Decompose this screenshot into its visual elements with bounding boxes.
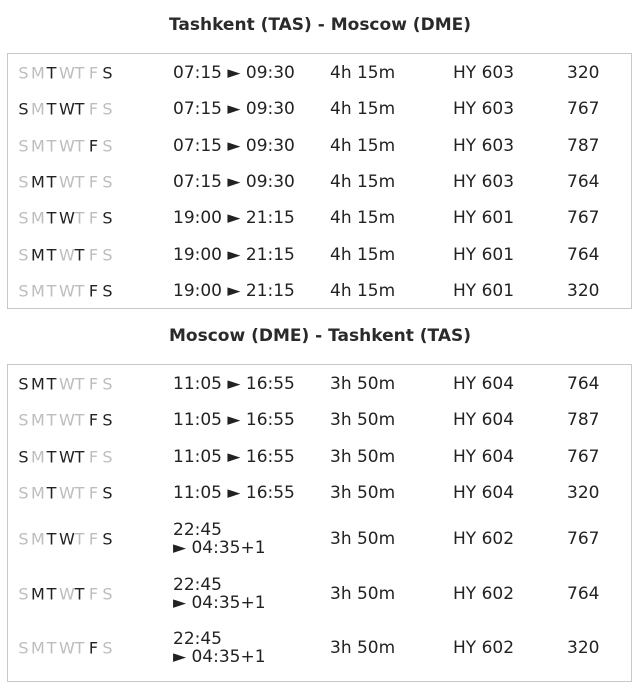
day-active: F (88, 136, 100, 156)
day-inactive: S (18, 410, 30, 430)
day-active: T (74, 245, 86, 265)
aircraft-type: 767 (567, 208, 600, 228)
day-inactive: S (102, 99, 114, 119)
departure-arrival-time: 07:15 ► 09:30 (173, 136, 295, 156)
day-inactive: S (102, 374, 114, 394)
flight-duration: 4h 15m (330, 63, 396, 83)
flight-number: HY 602 (453, 638, 515, 658)
arrival-time: ► 04:35+1 (173, 593, 266, 613)
day-inactive: T (74, 172, 86, 192)
operating-days (17, 282, 115, 301)
flight-number: HY 603 (453, 172, 515, 192)
day-active: T (46, 483, 58, 503)
day-inactive: S (18, 136, 30, 156)
day-inactive: T (74, 63, 86, 83)
flight-number: HY 604 (453, 374, 515, 394)
day-active: T (74, 584, 86, 604)
table-row (8, 569, 631, 619)
operating-days (17, 173, 115, 192)
flight-number: HY 604 (453, 410, 515, 430)
departure-arrival-time: 19:00 ► 21:15 (173, 245, 295, 265)
departure-arrival-time: 11:05 ► 16:55 (173, 447, 295, 467)
operating-days (17, 448, 115, 467)
day-active: S (102, 63, 114, 83)
departure-time: 22:45 (173, 575, 222, 595)
day-inactive: F (88, 99, 100, 119)
flight-duration: 4h 15m (330, 208, 396, 228)
departure-time: 22:45 (173, 629, 222, 649)
day-inactive: T (74, 410, 86, 430)
schedule-table-outbound (7, 53, 632, 309)
flight-duration: 3h 50m (330, 584, 396, 604)
day-inactive: F (88, 172, 100, 192)
aircraft-type: 787 (567, 136, 600, 156)
day-inactive: F (88, 529, 100, 549)
day-inactive: M (31, 208, 46, 228)
flight-number: HY 602 (453, 529, 515, 549)
day-inactive: T (46, 638, 58, 658)
day-active: T (46, 447, 58, 467)
day-inactive: M (31, 410, 46, 430)
aircraft-type: 764 (567, 374, 600, 394)
departure-arrival-time: 11:05 ► 16:55 (173, 483, 295, 503)
table-row (8, 468, 631, 518)
flight-number: HY 602 (453, 584, 515, 604)
day-inactive: T (74, 208, 86, 228)
operating-days (17, 246, 115, 265)
day-active: S (102, 208, 114, 228)
day-inactive: S (18, 483, 30, 503)
aircraft-type: 787 (567, 410, 600, 430)
day-active: M (31, 584, 46, 604)
table-row (8, 237, 631, 273)
flight-number: HY 604 (453, 483, 515, 503)
day-inactive: S (18, 208, 30, 228)
table-row (8, 200, 631, 236)
section-title-outbound: Tashkent (TAS) - Moscow (DME) (168, 15, 471, 35)
day-active: T (74, 99, 86, 119)
day-inactive: M (31, 136, 46, 156)
day-active: S (102, 483, 114, 503)
day-active: F (88, 638, 100, 658)
flight-number: HY 603 (453, 136, 515, 156)
flight-duration: 4h 15m (330, 281, 396, 301)
day-inactive: T (74, 638, 86, 658)
table-row (8, 128, 631, 164)
operating-days (17, 484, 115, 503)
aircraft-type: 767 (567, 447, 600, 467)
flight-number: HY 603 (453, 99, 515, 119)
day-inactive: M (31, 638, 46, 658)
day-inactive: T (46, 136, 58, 156)
day-active: T (46, 208, 58, 228)
table-row (8, 514, 631, 564)
table-row (8, 91, 631, 127)
flight-duration: 4h 15m (330, 245, 396, 265)
day-active: W (59, 447, 76, 467)
departure-arrival-time (173, 630, 266, 666)
day-inactive: W (59, 281, 76, 301)
table-row (8, 164, 631, 200)
day-active: T (46, 63, 58, 83)
day-inactive: F (88, 483, 100, 503)
departure-arrival-time: 19:00 ► 21:15 (173, 281, 295, 301)
table-row (8, 273, 631, 309)
departure-arrival-time: 11:05 ► 16:55 (173, 374, 295, 394)
day-inactive: F (88, 374, 100, 394)
aircraft-type: 764 (567, 584, 600, 604)
day-inactive: M (31, 447, 46, 467)
day-active: S (18, 374, 30, 394)
day-active: T (46, 245, 58, 265)
flight-number: HY 601 (453, 208, 515, 228)
aircraft-type: 320 (567, 63, 600, 83)
section-title-return: Moscow (DME) - Tashkent (TAS) (168, 326, 471, 346)
day-active: T (46, 172, 58, 192)
day-active: M (31, 374, 46, 394)
aircraft-type: 320 (567, 483, 600, 503)
day-inactive: T (74, 483, 86, 503)
day-active: S (18, 447, 30, 467)
day-inactive: M (31, 529, 46, 549)
day-inactive: F (88, 63, 100, 83)
departure-arrival-time: 07:15 ► 09:30 (173, 172, 295, 192)
table-row (8, 55, 631, 91)
day-inactive: S (102, 172, 114, 192)
day-inactive: W (59, 584, 76, 604)
day-inactive: S (18, 584, 30, 604)
departure-arrival-time (173, 521, 266, 557)
day-active: M (31, 245, 46, 265)
day-inactive: F (88, 584, 100, 604)
flight-duration: 4h 15m (330, 172, 396, 192)
flight-number: HY 601 (453, 245, 515, 265)
day-inactive: W (59, 374, 76, 394)
flight-number: HY 603 (453, 63, 515, 83)
operating-days (17, 530, 115, 549)
arrival-time: ► 04:35+1 (173, 647, 266, 667)
day-active: T (74, 447, 86, 467)
operating-days (17, 411, 115, 430)
day-inactive: T (74, 136, 86, 156)
day-active: T (46, 99, 58, 119)
departure-arrival-time: 11:05 ► 16:55 (173, 410, 295, 430)
day-inactive: W (59, 172, 76, 192)
day-inactive: F (88, 245, 100, 265)
departure-arrival-time: 19:00 ► 21:15 (173, 208, 295, 228)
day-inactive: W (59, 638, 76, 658)
flight-number: HY 601 (453, 281, 515, 301)
day-active: W (59, 99, 76, 119)
day-inactive: W (59, 245, 76, 265)
flight-duration: 4h 15m (330, 136, 396, 156)
day-inactive: S (102, 447, 114, 467)
flight-duration: 3h 50m (330, 447, 396, 467)
day-inactive: T (74, 529, 86, 549)
day-active: S (102, 410, 114, 430)
day-inactive: W (59, 63, 76, 83)
day-inactive: W (59, 483, 76, 503)
aircraft-type: 764 (567, 172, 600, 192)
day-inactive: S (102, 245, 114, 265)
operating-days (17, 639, 115, 658)
table-row (8, 623, 631, 673)
day-active: T (46, 374, 58, 394)
day-inactive: T (46, 410, 58, 430)
day-inactive: S (18, 638, 30, 658)
flight-duration: 3h 50m (330, 410, 396, 430)
flight-duration: 4h 15m (330, 99, 396, 119)
day-inactive: M (31, 483, 46, 503)
schedule-table-return (7, 364, 632, 682)
day-inactive: S (18, 245, 30, 265)
day-active: W (59, 208, 76, 228)
operating-days (17, 209, 115, 228)
aircraft-type: 320 (567, 638, 600, 658)
operating-days (17, 100, 115, 119)
day-inactive: W (59, 136, 76, 156)
day-active: M (31, 172, 46, 192)
aircraft-type: 767 (567, 99, 600, 119)
operating-days (17, 375, 115, 394)
arrival-time: ► 04:35+1 (173, 538, 266, 558)
day-active: S (102, 281, 114, 301)
day-inactive: S (18, 63, 30, 83)
day-inactive: F (88, 208, 100, 228)
day-active: S (18, 99, 30, 119)
day-inactive: S (18, 529, 30, 549)
day-inactive: M (31, 281, 46, 301)
aircraft-type: 764 (567, 245, 600, 265)
departure-arrival-time: 07:15 ► 09:30 (173, 63, 295, 83)
day-active: T (46, 584, 58, 604)
operating-days (17, 64, 115, 83)
departure-time: 22:45 (173, 520, 222, 540)
day-inactive: W (59, 410, 76, 430)
day-active: S (102, 529, 114, 549)
day-inactive: S (18, 281, 30, 301)
flight-duration: 3h 50m (330, 374, 396, 394)
flight-number: HY 604 (453, 447, 515, 467)
day-inactive: S (18, 172, 30, 192)
day-active: T (46, 529, 58, 549)
departure-arrival-time: 07:15 ► 09:30 (173, 99, 295, 119)
aircraft-type: 767 (567, 529, 600, 549)
operating-days (17, 585, 115, 604)
departure-arrival-time (173, 576, 266, 612)
day-inactive: M (31, 99, 46, 119)
day-inactive: T (74, 374, 86, 394)
operating-days (17, 137, 115, 156)
day-inactive: F (88, 447, 100, 467)
day-inactive: M (31, 63, 46, 83)
day-inactive: T (46, 281, 58, 301)
day-inactive: S (102, 584, 114, 604)
day-inactive: T (74, 281, 86, 301)
flight-duration: 3h 50m (330, 529, 396, 549)
day-inactive: S (102, 136, 114, 156)
day-active: F (88, 281, 100, 301)
day-active: W (59, 529, 76, 549)
day-active: F (88, 410, 100, 430)
aircraft-type: 320 (567, 281, 600, 301)
flight-duration: 3h 50m (330, 638, 396, 658)
day-inactive: S (102, 638, 114, 658)
flight-duration: 3h 50m (330, 483, 396, 503)
